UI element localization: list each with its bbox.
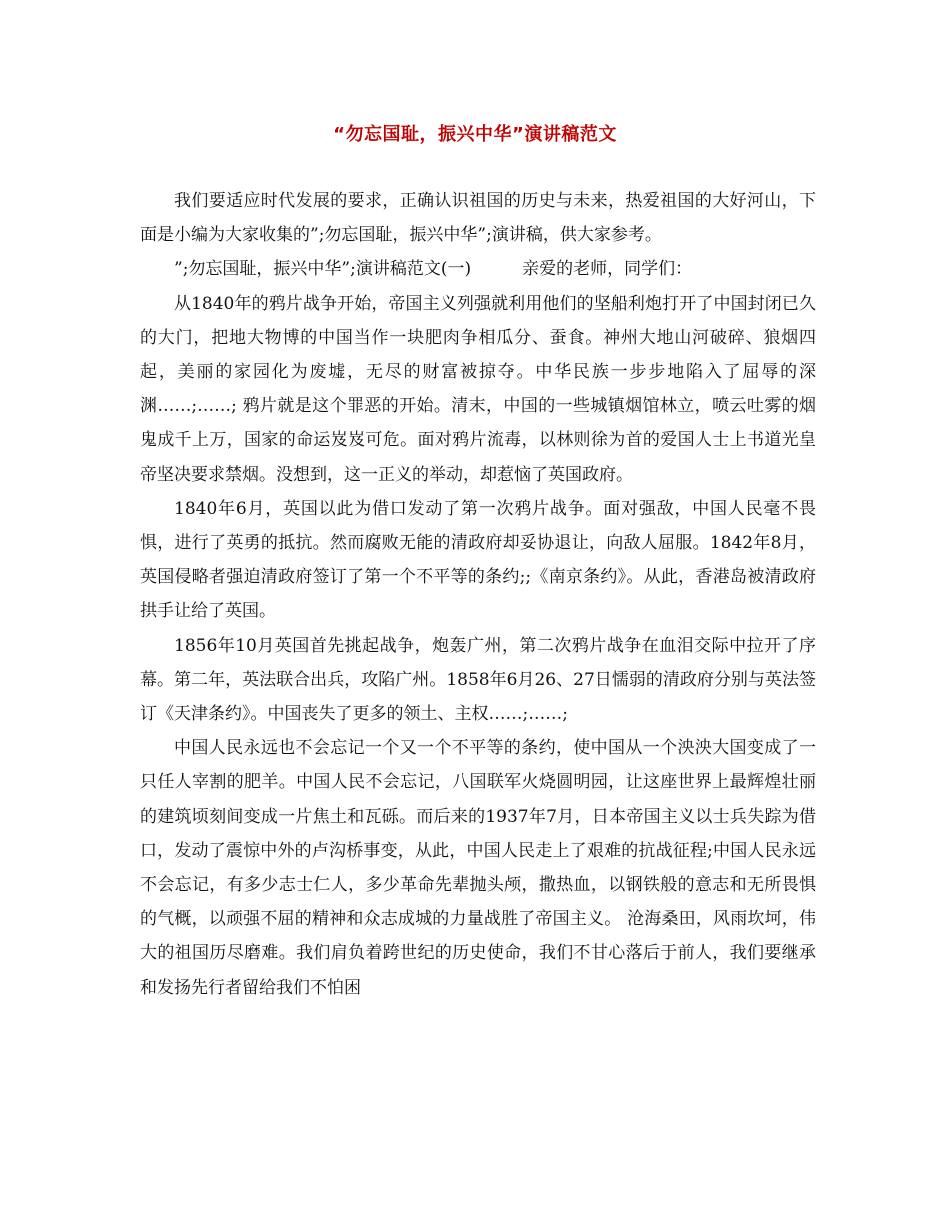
paragraph-first-opium-war: 1840年6月，英国以此为借口发动了第一次鸦片战争。面对强敌，中国人民毫不畏惧，进行了英勇的抵抗。然而腐败无能的清政府却妥协退让，向敌人屈服。1842年8月，英国侵略者强迫清政府签订了第一个不平等的条约;;《南京条约》。从此，香港岛被清政府拱手让给了英国。: [140, 498, 816, 622]
paragraph-second-opium-war: 1856年10月英国首先挑起战争，炮轰广州，第二次鸦片战争在血泪交际中拉开了序幕。第二年，英法联合出兵，攻陷广州。1858年6月26、27日懦弱的清政府分别与英法签订《天津条约》。中国丧失了更多的领土、主权……;……;: [140, 635, 816, 725]
paragraph-salutation: ”;勿忘国耻，振兴中华”;演讲稿范文(一) 亲爱的老师，同学们：: [174, 259, 693, 280]
document-body: [140, 184, 816, 1005]
paragraph-opium-war-origin: 从1840年的鸦片战争开始，帝国主义列强就利用他们的坚船利炮打开了中国封闭已久的大门，把地大物博的中国当作一块肥肉争相瓜分、蚕食。神州大地山河破碎、狼烟四起，美丽的家园化为废墟，无尽的财富被掠夺。中华民族一步步地陷入了屈辱的深渊……;……; 鸦片就是这个罪恶的开始。清末，中国的一些城镇烟馆林立，喷云吐雾的烟鬼成千上万，国家的命运岌岌可危。面对鸦片流毒，以林则徐为首的爱国人士上书道光皇帝坚决要求禁烟。没想到，这一正义的举动，却惹恼了英国政府。: [140, 293, 816, 485]
paragraph-intro: 我们要适应时代发展的要求，正确认识祖国的历史与未来，热爱祖国的大好河山，下面是小编为大家收集的”;勿忘国耻，振兴中华”;演讲稿，供大家参考。: [140, 191, 816, 246]
document-title: “勿忘国耻，振兴中华”演讲稿范文: [333, 124, 617, 145]
paragraph-never-forget: 中国人民永远也不会忘记一个又一个不平等的条约，使中国从一个泱泱大国变成了一只任人宰割的肥羊。中国人民不会忘记，八国联军火烧圆明园，让这座世界上最辉煌壮丽的建筑顷刻间变成一片焦土和瓦砾。而后来的1937年7月，日本帝国主义以士兵失踪为借口，发动了震惊中外的卢沟桥事变，从此，中国人民走上了艰难的抗战征程;中国人民永远不会忘记，有多少志士仁人，多少革命先辈抛头颅，撒热血，以钢铁般的意志和无所畏惧的气概，以顽强不屈的精神和众志成城的力量战胜了帝国主义。 沧海桑田，风雨坎坷，伟大的祖国历尽磨难。我们肩负着跨世纪的历史使命，我们不甘心落后于前人，我们要继承和发扬先行者留给我们不怕困: [140, 738, 816, 998]
